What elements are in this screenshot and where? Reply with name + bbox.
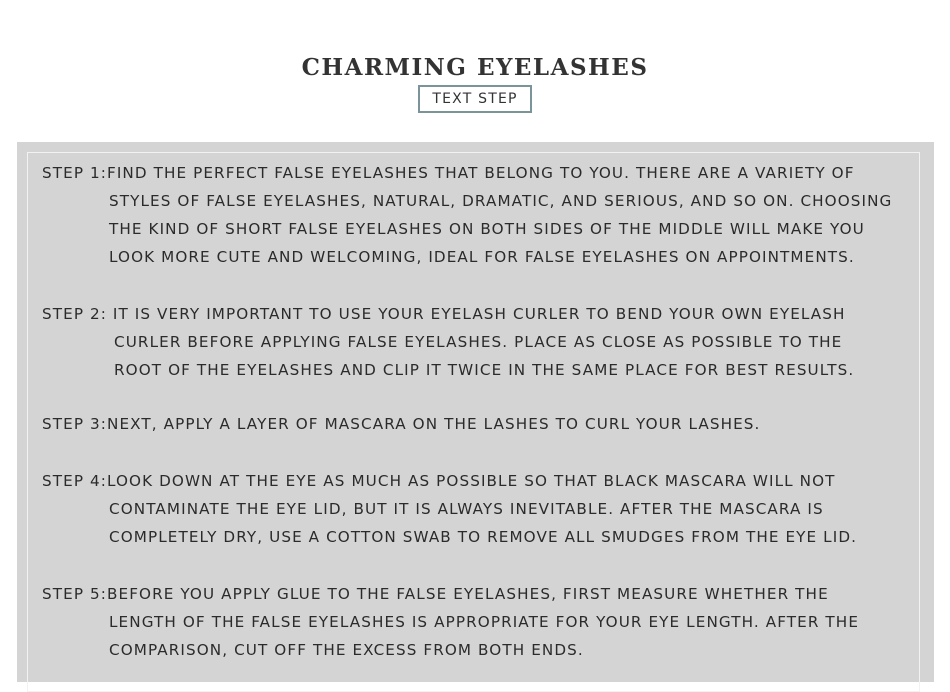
step-3	[42, 410, 912, 438]
step-2-line-2: CURLER BEFORE APPLYING FALSE EYELASHES. PLACE AS CLOSE AS POSSIBLE TO THE	[114, 333, 843, 351]
step-4	[42, 467, 912, 551]
step-1-line-3: THE KIND OF SHORT FALSE EYELASHES ON BOTH SIDES OF THE MIDDLE WILL MAKE YOU	[109, 220, 865, 238]
subtitle-wrapper	[0, 85, 950, 113]
step-5-line-3: COMPARISON, CUT OFF THE EXCESS FROM BOTH ENDS.	[109, 641, 584, 659]
step-1	[42, 159, 912, 271]
step-4-line-1: STEP 4:LOOK DOWN AT THE EYE AS MUCH AS POSSIBLE SO THAT BLACK MASCARA WILL NOT	[42, 472, 836, 490]
step-1-line-2: STYLES OF FALSE EYELASHES, NATURAL, DRAMATIC, AND SERIOUS, AND SO ON. CHOOSING	[109, 192, 893, 210]
step-1-line-4: LOOK MORE CUTE AND WELCOMING, IDEAL FOR FALSE EYELASHES ON APPOINTMENTS.	[109, 248, 855, 266]
step-2-line-1: STEP 2: IT IS VERY IMPORTANT TO USE YOUR EYELASH CURLER TO BEND YOUR OWN EYELASH	[42, 305, 846, 323]
step-5-line-2: LENGTH OF THE FALSE EYELASHES IS APPROPRIATE FOR YOUR EYE LENGTH. AFTER THE	[109, 613, 860, 631]
step-4-line-3: COMPLETELY DRY, USE A COTTON SWAB TO REMOVE ALL SMUDGES FROM THE EYE LID.	[109, 528, 858, 546]
page-title: CHARMING EYELASHES	[301, 54, 649, 81]
instructions-panel	[17, 142, 934, 682]
step-3-line-1: STEP 3:NEXT, APPLY A LAYER OF MASCARA ON THE LASHES TO CURL YOUR LASHES.	[42, 415, 761, 433]
step-2-line-3: ROOT OF THE EYELASHES AND CLIP IT TWICE IN THE SAME PLACE FOR BEST RESULTS.	[114, 361, 855, 379]
subtitle-badge: TEXT STEP	[418, 85, 531, 113]
instructions-panel-inner	[27, 152, 920, 692]
step-1-line-1: STEP 1:FIND THE PERFECT FALSE EYELASHES THAT BELONG TO YOU. THERE ARE A VARIETY OF	[42, 164, 855, 182]
step-4-line-2: CONTAMINATE THE EYE LID, BUT IT IS ALWAYS INEVITABLE. AFTER THE MASCARA IS	[109, 500, 824, 518]
step-5-line-1: STEP 5:BEFORE YOU APPLY GLUE TO THE FALSE EYELASHES, FIRST MEASURE WHETHER THE	[42, 585, 829, 603]
step-5	[42, 580, 912, 664]
step-2	[42, 300, 912, 384]
